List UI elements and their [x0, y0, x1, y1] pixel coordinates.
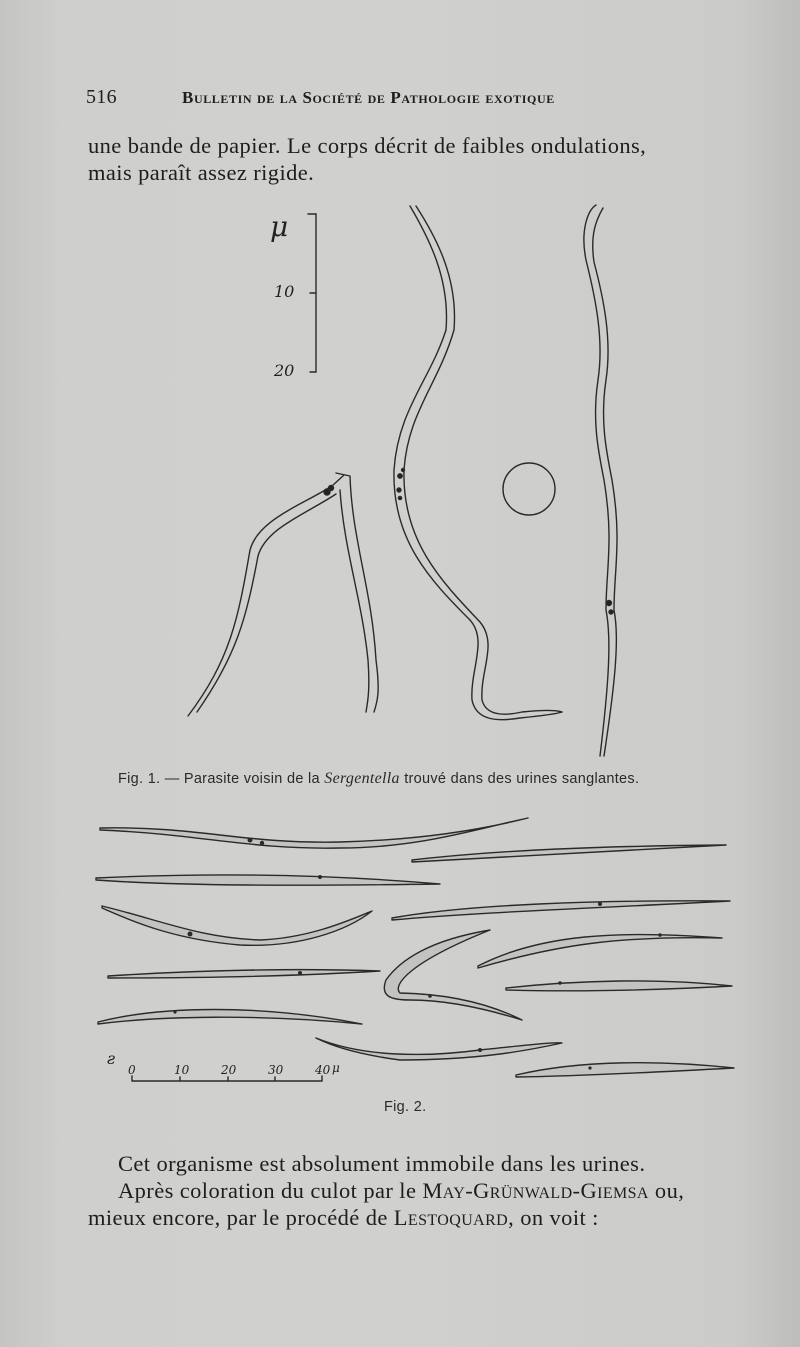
fig2-parasites — [96, 818, 734, 1077]
fig1-parasite-left — [188, 473, 378, 716]
fig2-parasite-1 — [100, 818, 528, 848]
fig1-caption — [118, 770, 639, 788]
fig2-parasite-4 — [102, 906, 372, 945]
fig2-parasite-5 — [392, 901, 730, 920]
fig2-scale-0: 0 — [128, 1063, 136, 1077]
fig1-caption-prefix: Fig. 1. — Parasite voisin de la — [118, 771, 320, 787]
body-line-2-smallcaps: May-Grünwald-Giemsa — [422, 1178, 649, 1203]
fig1-parasite-center — [394, 206, 562, 720]
fig2-parasite-11 — [316, 1038, 562, 1060]
fig2-parasite-3 — [96, 875, 440, 885]
fig2-scale-10: 10 — [174, 1063, 190, 1077]
fig2-parasite-8 — [384, 930, 522, 1020]
body-line-2 — [88, 1177, 748, 1204]
fig2-parasite-9 — [506, 981, 732, 991]
page-number: 516 — [86, 86, 117, 108]
fig2-caption: Fig. 2. — [384, 1099, 427, 1115]
fig2-scale-20: 20 — [221, 1063, 237, 1077]
fig2-scale-unit: μ — [332, 1061, 340, 1075]
fig1-caption-suffix: trouvé dans des urines sanglantes. — [404, 771, 640, 787]
running-title: Bulletin de la Société de Pathologie exotique — [182, 88, 555, 107]
fig2-parasite-2 — [412, 845, 726, 862]
fig2-scale-30: 30 — [268, 1063, 284, 1077]
fig2-parasite-10 — [98, 1010, 362, 1025]
body-line-3-smallcaps: Lestoquard — [393, 1205, 509, 1230]
fig1-scale-20: 20 — [274, 361, 295, 380]
fig1-parasite-right — [584, 205, 617, 756]
intro-line-1: une bande de papier. Le corps décrit de faibles ondulations, — [88, 133, 647, 158]
intro-line-2: mais paraît assez rigide. — [88, 160, 315, 185]
body-line-2-end: ou, — [654, 1178, 685, 1203]
body-line-3 — [88, 1204, 748, 1231]
fig1-scale-bar — [308, 214, 316, 372]
fig2-parasite-7 — [108, 970, 380, 978]
fig2-parasite-6 — [478, 934, 722, 968]
body-line-3-end: , on voit : — [508, 1205, 599, 1230]
body-line-2-start: Après coloration du culot par le — [118, 1178, 417, 1203]
fig2-scale-40: 40 — [315, 1063, 331, 1077]
fig1-scale-10: 10 — [274, 282, 295, 301]
body-paragraph — [88, 1150, 748, 1231]
fig2-parasite-12 — [516, 1063, 734, 1077]
body-line-1: Cet organisme est absolument immobile dans les urines. — [118, 1151, 646, 1176]
fig1-scale-unit: μ — [270, 210, 289, 243]
signature-mark: ƨ — [107, 1049, 116, 1068]
fig1-caption-italic: Sergentella — [324, 770, 400, 787]
body-line-3-start: mieux encore, par le procédé de — [88, 1205, 388, 1230]
fig1-red-blood-cell — [503, 463, 555, 515]
